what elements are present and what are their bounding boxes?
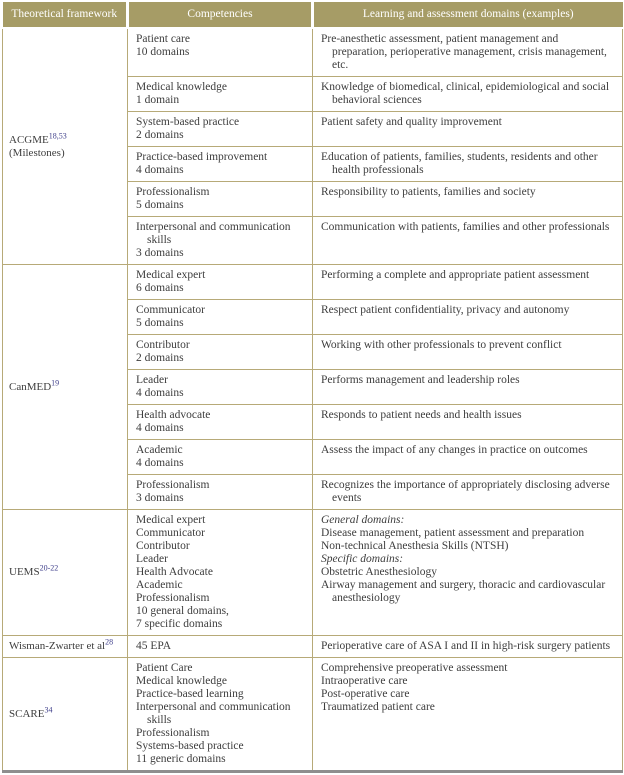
competency-line: Professionalism (136, 727, 210, 739)
column-header-competencies: Competencies (128, 2, 313, 28)
competency-line: Contributor (136, 540, 190, 552)
learning-cell (313, 265, 623, 300)
citation-reference[interactable]: 18,53 (48, 130, 67, 140)
learning-line: Obstetric Anesthesiology (321, 566, 437, 578)
competency-line: Professionalism (136, 592, 210, 604)
competency-cell (128, 658, 313, 772)
competency-line: Systems-based practice (136, 740, 244, 752)
framework-name: Wisman-Zwarter et al (9, 640, 106, 652)
competency-line: 4 domains (136, 457, 184, 469)
competency-cell (128, 147, 313, 182)
competency-cell (128, 636, 313, 658)
table-body (3, 28, 623, 772)
learning-line: Specific domains: (321, 553, 404, 565)
learning-line: Performing a complete and appropriate patient assessment (321, 269, 590, 281)
learning-cell (313, 510, 623, 636)
competency-line: 5 domains (136, 317, 184, 329)
column-header-learning-domains: Learning and assessment domains (examples) (313, 2, 623, 28)
framework-cell (3, 510, 128, 636)
competency-line: 4 domains (136, 422, 184, 434)
framework-name: ACGME (9, 133, 49, 146)
citation-reference[interactable]: 19 (51, 377, 60, 387)
competency-line: 10 domains (136, 46, 190, 58)
competency-line: Leader (136, 374, 168, 386)
table-row (3, 265, 623, 300)
competency-cell (128, 370, 313, 405)
competency-line: 6 domains (136, 282, 184, 294)
competency-cell (128, 335, 313, 370)
competency-line: 7 specific domains (136, 618, 223, 630)
competency-line: Interpersonal and communication skills (136, 221, 291, 246)
competency-line: Practice-based improvement (136, 151, 268, 163)
learning-line: Pre-anesthetic assessment, patient management and preparation, perioperative management, crisis management, etc. (321, 33, 607, 71)
competency-line: 3 domains (136, 492, 184, 504)
competency-cell (128, 217, 313, 265)
competency-line: 2 domains (136, 352, 184, 364)
competency-line: Contributor (136, 339, 190, 351)
learning-line: Non-technical Anesthesia Skills (NTSH) (321, 540, 509, 552)
competency-line: Medical knowledge (136, 81, 228, 93)
competency-line: 3 domains (136, 247, 184, 259)
competency-line: 5 domains (136, 199, 184, 211)
learning-line: Working with other professionals to prevent conflict (321, 339, 562, 351)
framework-cell (3, 636, 128, 658)
learning-line: Responsibility to patients, families and society (321, 186, 536, 198)
learning-line: Post-operative care (321, 688, 410, 700)
competency-line: 45 EPA (136, 640, 172, 652)
learning-cell (313, 28, 623, 77)
framework-name: UEMS (9, 566, 40, 578)
learning-cell (313, 335, 623, 370)
learning-line: Perioperative care of ASA I and II in high-risk surgery patients (321, 640, 611, 652)
table-row (3, 28, 623, 77)
learning-cell (313, 217, 623, 265)
competency-line: 1 domain (136, 94, 180, 106)
learning-cell (313, 77, 623, 112)
learning-line: Respect patient confidentiality, privacy and autonomy (321, 304, 570, 316)
framework-table (2, 2, 623, 773)
learning-cell (313, 440, 623, 475)
competency-cell (128, 475, 313, 510)
competency-line: Leader (136, 553, 168, 565)
competency-cell (128, 77, 313, 112)
competency-line: 10 general domains, (136, 605, 229, 617)
learning-line: Intraoperative care (321, 675, 408, 687)
learning-cell (313, 636, 623, 658)
framework-name: SCARE (9, 707, 45, 720)
learning-line: Airway management and surgery, thoracic and cardiovascular anesthesiology (321, 579, 606, 604)
learning-cell (313, 112, 623, 147)
table-row (3, 636, 623, 658)
competency-line: 11 generic domains (136, 753, 226, 765)
learning-line: Comprehensive preoperative assessment (321, 662, 508, 674)
framework-suffix: (Milestones) (9, 146, 65, 159)
competency-cell (128, 182, 313, 217)
competency-line: Medical expert (136, 514, 206, 526)
competency-cell (128, 112, 313, 147)
competency-line: 2 domains (136, 129, 184, 141)
learning-line: Responds to patient needs and health issues (321, 409, 522, 421)
learning-cell (313, 475, 623, 510)
competency-line: 4 domains (136, 387, 184, 399)
learning-line: Education of patients, families, students, residents and other health professionals (321, 151, 598, 176)
citation-reference[interactable]: 20-22 (39, 563, 59, 573)
competency-cell (128, 510, 313, 636)
competency-line: Patient Care (136, 662, 193, 674)
learning-cell (313, 658, 623, 772)
competency-line: Practice-based learning (136, 688, 244, 700)
table-row (3, 510, 623, 636)
header-row (3, 2, 623, 28)
framework-name: CanMED (9, 380, 52, 393)
learning-line: General domains: (321, 514, 405, 526)
competency-line: Patient care (136, 33, 190, 45)
competency-line: Health advocate (136, 409, 211, 421)
learning-line: Assess the impact of any changes in practice on outcomes (321, 444, 588, 456)
competency-cell (128, 405, 313, 440)
framework-cell (3, 658, 128, 772)
learning-line: Knowledge of biomedical, clinical, epidemiological and social behavioral sciences (321, 81, 610, 106)
learning-line: Patient safety and quality improvement (321, 116, 502, 128)
learning-cell (313, 182, 623, 217)
competency-line: System-based practice (136, 116, 240, 128)
learning-line: Communication with patients, families and other professionals (321, 221, 610, 233)
competency-cell (128, 300, 313, 335)
competency-line: Health Advocate (136, 566, 213, 578)
competency-cell (128, 265, 313, 300)
framework-cell (3, 28, 128, 265)
competency-line: 4 domains (136, 164, 184, 176)
learning-cell (313, 147, 623, 182)
citation-reference[interactable]: 34 (44, 704, 53, 714)
learning-cell (313, 405, 623, 440)
competency-line: Professionalism (136, 479, 210, 491)
learning-line: Disease management, patient assessment and preparation (321, 527, 585, 539)
learning-cell (313, 370, 623, 405)
competency-line: Communicator (136, 304, 205, 316)
competency-line: Interpersonal and communication skills (136, 701, 291, 726)
learning-line: Performs management and leadership roles (321, 374, 520, 386)
competency-line: Communicator (136, 527, 205, 539)
table-row (3, 658, 623, 772)
competency-cell (128, 440, 313, 475)
citation-reference[interactable]: 28 (105, 637, 114, 647)
competency-line: Medical knowledge (136, 675, 228, 687)
learning-line: Traumatized patient care (321, 701, 435, 713)
competency-line: Academic (136, 444, 183, 456)
competency-line: Medical expert (136, 269, 206, 281)
learning-line: Recognizes the importance of appropriately disclosing adverse events (321, 479, 610, 504)
framework-cell (3, 265, 128, 510)
column-header-theoretical-framework: Theoretical framework (3, 2, 128, 28)
competency-line: Professionalism (136, 186, 210, 198)
competency-line: Academic (136, 579, 183, 591)
learning-cell (313, 300, 623, 335)
competency-cell (128, 28, 313, 77)
